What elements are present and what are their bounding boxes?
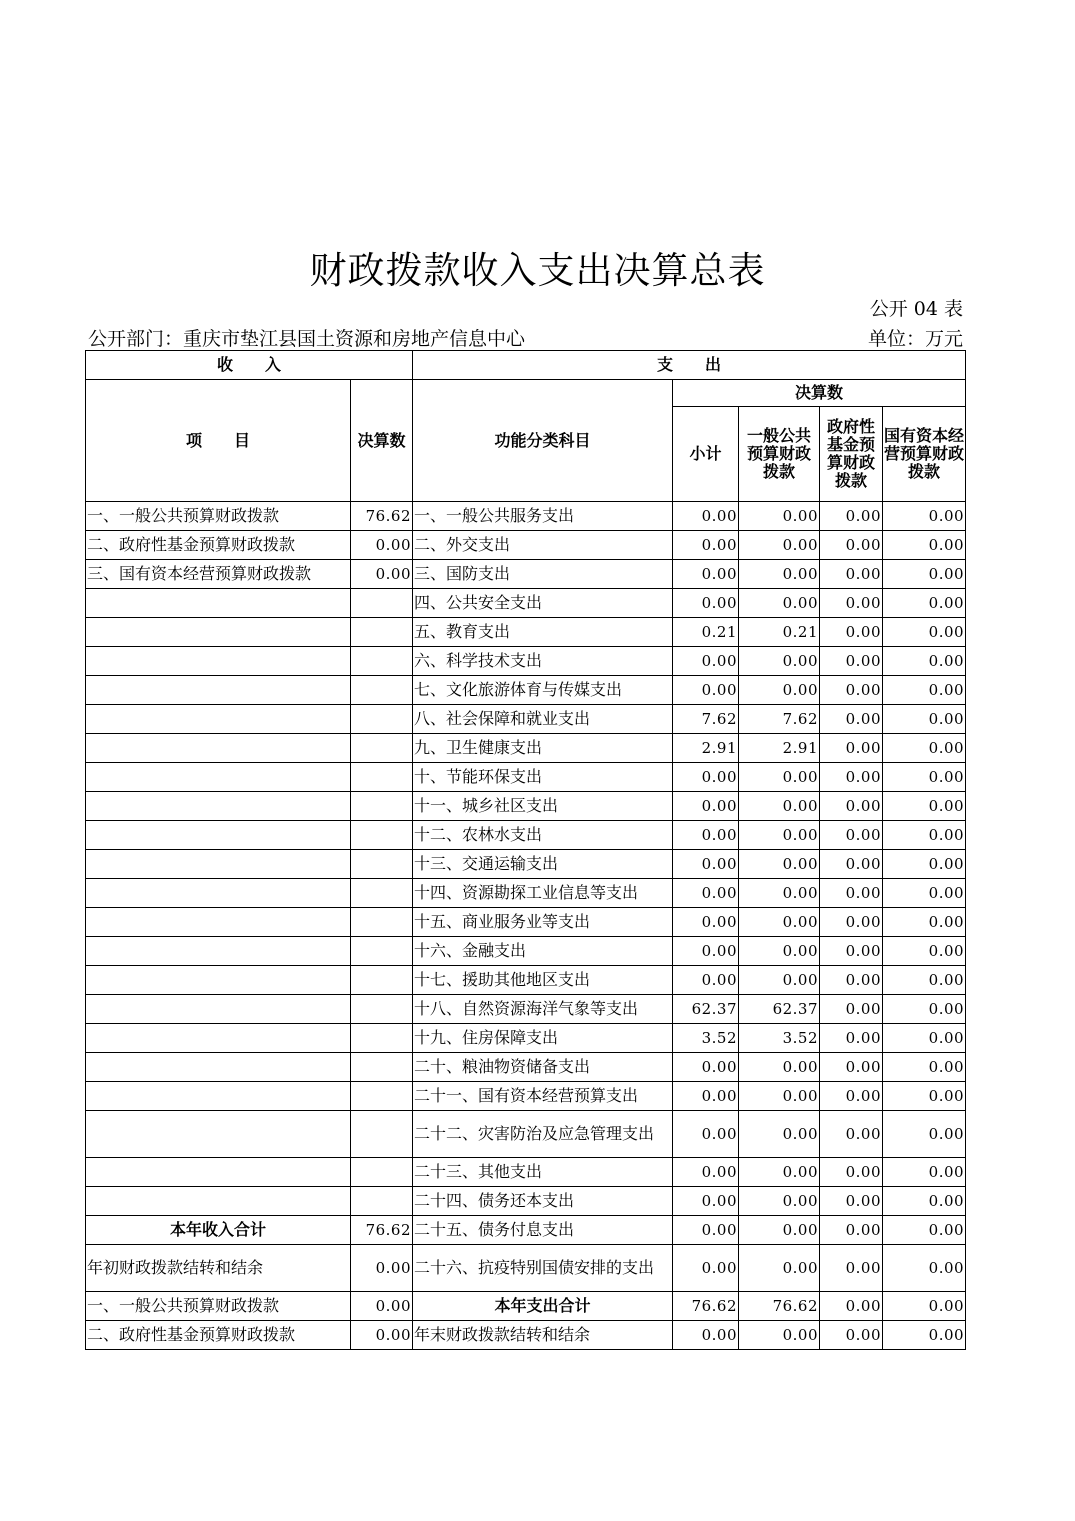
general-budget-cell: 0.00 bbox=[739, 647, 820, 676]
gov-fund-cell: 0.00 bbox=[820, 850, 883, 879]
subtotal-cell: 0.00 bbox=[673, 1245, 739, 1292]
subtotal-cell: 0.00 bbox=[673, 647, 739, 676]
income-amount-cell bbox=[351, 618, 413, 647]
table-row bbox=[86, 792, 966, 821]
gov-fund-cell: 0.00 bbox=[820, 560, 883, 589]
gov-fund-cell: 0.00 bbox=[820, 1292, 883, 1321]
general-budget-cell: 2.91 bbox=[739, 734, 820, 763]
state-capital-cell: 0.00 bbox=[883, 966, 966, 995]
income-amount-cell bbox=[351, 937, 413, 966]
gov-fund-header: 政府性基金预算财政拨款 bbox=[820, 407, 883, 502]
income-amount-cell bbox=[351, 966, 413, 995]
subtotal-cell: 0.00 bbox=[673, 850, 739, 879]
general-budget-cell: 0.00 bbox=[739, 1216, 820, 1245]
table-row bbox=[86, 1082, 966, 1111]
table-row bbox=[86, 1024, 966, 1053]
income-amount-cell bbox=[351, 647, 413, 676]
income-amount-cell: 76.62 bbox=[351, 502, 413, 531]
income-item-cell bbox=[86, 937, 351, 966]
income-item-cell bbox=[86, 705, 351, 734]
subtotal-cell: 0.00 bbox=[673, 908, 739, 937]
income-item-cell bbox=[86, 1024, 351, 1053]
income-amount-cell bbox=[351, 821, 413, 850]
func-category-header: 功能分类科目 bbox=[413, 380, 673, 502]
expense-category-cell: 二十四、债务还本支出 bbox=[413, 1187, 673, 1216]
table-row bbox=[86, 821, 966, 850]
expense-category-cell: 二十、粮油物资储备支出 bbox=[413, 1053, 673, 1082]
income-amount-cell bbox=[351, 1158, 413, 1187]
gov-fund-cell: 0.00 bbox=[820, 1053, 883, 1082]
state-capital-cell: 0.00 bbox=[883, 821, 966, 850]
expense-category-cell: 二十六、抗疫特别国债安排的支出 bbox=[413, 1245, 673, 1292]
general-budget-cell: 0.00 bbox=[739, 1321, 820, 1350]
expense-category-cell: 十四、资源勘探工业信息等支出 bbox=[413, 879, 673, 908]
general-budget-cell: 0.00 bbox=[739, 502, 820, 531]
subtotal-cell: 3.52 bbox=[673, 1024, 739, 1053]
expense-header: 支 出 bbox=[413, 351, 966, 380]
state-capital-cell: 0.00 bbox=[883, 1024, 966, 1053]
state-capital-cell: 0.00 bbox=[883, 1216, 966, 1245]
expense-category-cell: 二十一、国有资本经营预算支出 bbox=[413, 1082, 673, 1111]
table-row bbox=[86, 763, 966, 792]
general-budget-cell: 0.00 bbox=[739, 792, 820, 821]
income-amount-cell bbox=[351, 879, 413, 908]
general-budget-header: 一般公共预算财政拨款 bbox=[739, 407, 820, 502]
state-capital-cell: 0.00 bbox=[883, 763, 966, 792]
gov-fund-cell: 0.00 bbox=[820, 995, 883, 1024]
subtotal-cell: 0.00 bbox=[673, 1216, 739, 1245]
gov-fund-cell: 0.00 bbox=[820, 531, 883, 560]
expense-category-cell: 本年支出合计 bbox=[413, 1292, 673, 1321]
subtotal-cell: 0.00 bbox=[673, 966, 739, 995]
state-capital-cell: 0.00 bbox=[883, 676, 966, 705]
general-budget-cell: 0.00 bbox=[739, 937, 820, 966]
table-row bbox=[86, 1216, 966, 1245]
subtotal-cell: 0.00 bbox=[673, 676, 739, 705]
general-budget-cell: 0.00 bbox=[739, 850, 820, 879]
state-capital-cell: 0.00 bbox=[883, 1082, 966, 1111]
general-budget-cell: 0.00 bbox=[739, 676, 820, 705]
gov-fund-cell: 0.00 bbox=[820, 821, 883, 850]
general-budget-cell: 0.00 bbox=[739, 560, 820, 589]
gov-fund-cell: 0.00 bbox=[820, 589, 883, 618]
table-row bbox=[86, 1321, 966, 1350]
table-row bbox=[86, 908, 966, 937]
expense-category-cell: 十六、金融支出 bbox=[413, 937, 673, 966]
state-capital-cell: 0.00 bbox=[883, 1245, 966, 1292]
income-item-cell bbox=[86, 647, 351, 676]
table-row bbox=[86, 531, 966, 560]
general-budget-cell: 0.00 bbox=[739, 1245, 820, 1292]
state-capital-cell: 0.00 bbox=[883, 995, 966, 1024]
expense-category-cell: 十一、城乡社区支出 bbox=[413, 792, 673, 821]
table-row bbox=[86, 647, 966, 676]
table-row bbox=[86, 618, 966, 647]
expense-category-cell: 二十五、债务付息支出 bbox=[413, 1216, 673, 1245]
gov-fund-cell: 0.00 bbox=[820, 1024, 883, 1053]
expense-category-cell: 三、国防支出 bbox=[413, 560, 673, 589]
general-budget-cell: 62.37 bbox=[739, 995, 820, 1024]
income-amount-cell bbox=[351, 589, 413, 618]
income-amount-cell bbox=[351, 1082, 413, 1111]
subtotal-cell: 0.00 bbox=[673, 792, 739, 821]
subtotal-cell: 0.00 bbox=[673, 879, 739, 908]
general-budget-cell: 0.00 bbox=[739, 908, 820, 937]
income-item-cell: 二、政府性基金预算财政拨款 bbox=[86, 1321, 351, 1350]
subtotal-cell: 0.00 bbox=[673, 531, 739, 560]
table-row bbox=[86, 850, 966, 879]
subtotal-cell: 0.00 bbox=[673, 589, 739, 618]
income-item-cell bbox=[86, 792, 351, 821]
income-item-cell bbox=[86, 966, 351, 995]
table-row bbox=[86, 1111, 966, 1158]
page-title: 财政拨款收入支出决算总表 bbox=[309, 249, 766, 292]
expense-category-cell: 二、外交支出 bbox=[413, 531, 673, 560]
gov-fund-cell: 0.00 bbox=[820, 1082, 883, 1111]
form-number: 公开 04 表 bbox=[869, 298, 963, 320]
table-row bbox=[86, 1158, 966, 1187]
table-row bbox=[86, 1053, 966, 1082]
general-budget-cell: 0.00 bbox=[739, 589, 820, 618]
general-budget-cell: 0.00 bbox=[739, 821, 820, 850]
expense-category-cell: 十二、农林水支出 bbox=[413, 821, 673, 850]
expense-category-cell: 五、教育支出 bbox=[413, 618, 673, 647]
subtotal-cell: 0.00 bbox=[673, 1053, 739, 1082]
department-label: 公开部门：重庆市垫江县国土资源和房地产信息中心 bbox=[88, 328, 526, 350]
subtotal-cell: 62.37 bbox=[673, 995, 739, 1024]
expense-category-cell: 九、卫生健康支出 bbox=[413, 734, 673, 763]
subtotal-cell: 0.00 bbox=[673, 937, 739, 966]
gov-fund-cell: 0.00 bbox=[820, 1216, 883, 1245]
gov-fund-cell: 0.00 bbox=[820, 879, 883, 908]
income-item-cell bbox=[86, 734, 351, 763]
income-amount-cell: 0.00 bbox=[351, 1321, 413, 1350]
state-capital-header: 国有资本经营预算财政拨款 bbox=[883, 407, 966, 502]
general-budget-cell: 0.00 bbox=[739, 1111, 820, 1158]
income-item-cell bbox=[86, 1187, 351, 1216]
state-capital-cell: 0.00 bbox=[883, 879, 966, 908]
general-budget-cell: 0.00 bbox=[739, 1187, 820, 1216]
general-budget-cell: 0.00 bbox=[739, 1053, 820, 1082]
gov-fund-cell: 0.00 bbox=[820, 1245, 883, 1292]
income-amount-cell bbox=[351, 1024, 413, 1053]
income-item-cell bbox=[86, 618, 351, 647]
income-amount-cell bbox=[351, 792, 413, 821]
income-item-cell bbox=[86, 1111, 351, 1158]
income-item-cell bbox=[86, 763, 351, 792]
gov-fund-cell: 0.00 bbox=[820, 1187, 883, 1216]
expense-category-cell: 十八、自然资源海洋气象等支出 bbox=[413, 995, 673, 1024]
income-item-cell bbox=[86, 1082, 351, 1111]
gov-fund-cell: 0.00 bbox=[820, 647, 883, 676]
expense-category-cell: 六、科学技术支出 bbox=[413, 647, 673, 676]
expense-category-cell: 四、公共安全支出 bbox=[413, 589, 673, 618]
expense-category-cell: 年末财政拨款结转和结余 bbox=[413, 1321, 673, 1350]
subtotal-cell: 0.00 bbox=[673, 821, 739, 850]
income-amount-cell bbox=[351, 705, 413, 734]
table-row bbox=[86, 589, 966, 618]
table-row bbox=[86, 1187, 966, 1216]
subtotal-cell: 0.00 bbox=[673, 502, 739, 531]
expense-category-cell: 七、文化旅游体育与传媒支出 bbox=[413, 676, 673, 705]
state-capital-cell: 0.00 bbox=[883, 1158, 966, 1187]
gov-fund-cell: 0.00 bbox=[820, 502, 883, 531]
general-budget-cell: 0.00 bbox=[739, 1082, 820, 1111]
table-row bbox=[86, 937, 966, 966]
income-amount-cell: 0.00 bbox=[351, 1292, 413, 1321]
general-budget-cell: 0.00 bbox=[739, 879, 820, 908]
gov-fund-cell: 0.00 bbox=[820, 734, 883, 763]
expense-category-cell: 二十三、其他支出 bbox=[413, 1158, 673, 1187]
general-budget-cell: 0.00 bbox=[739, 763, 820, 792]
expense-category-cell: 十三、交通运输支出 bbox=[413, 850, 673, 879]
income-amount-cell bbox=[351, 1111, 413, 1158]
state-capital-cell: 0.00 bbox=[883, 1292, 966, 1321]
income-item-cell: 二、政府性基金预算财政拨款 bbox=[86, 531, 351, 560]
amount-header: 决算数 bbox=[351, 380, 413, 502]
subtotal-cell: 0.00 bbox=[673, 1158, 739, 1187]
gov-fund-cell: 0.00 bbox=[820, 705, 883, 734]
income-item-cell: 本年收入合计 bbox=[86, 1216, 351, 1245]
state-capital-cell: 0.00 bbox=[883, 618, 966, 647]
subtotal-cell: 0.00 bbox=[673, 1111, 739, 1158]
subtotal-cell: 76.62 bbox=[673, 1292, 739, 1321]
table-row bbox=[86, 676, 966, 705]
state-capital-cell: 0.00 bbox=[883, 908, 966, 937]
income-amount-cell: 76.62 bbox=[351, 1216, 413, 1245]
income-amount-cell: 0.00 bbox=[351, 560, 413, 589]
general-budget-cell: 0.00 bbox=[739, 966, 820, 995]
table-row bbox=[86, 1245, 966, 1292]
table-row bbox=[86, 734, 966, 763]
income-item-cell: 一、一般公共预算财政拨款 bbox=[86, 502, 351, 531]
income-amount-cell bbox=[351, 908, 413, 937]
expense-category-cell: 十五、商业服务业等支出 bbox=[413, 908, 673, 937]
subtotal-header: 小计 bbox=[673, 407, 739, 502]
income-item-cell bbox=[86, 879, 351, 908]
income-header: 收 入 bbox=[86, 351, 413, 380]
subtotal-cell: 0.00 bbox=[673, 763, 739, 792]
state-capital-cell: 0.00 bbox=[883, 850, 966, 879]
expense-category-cell: 十七、援助其他地区支出 bbox=[413, 966, 673, 995]
subtotal-cell: 0.00 bbox=[673, 560, 739, 589]
state-capital-cell: 0.00 bbox=[883, 937, 966, 966]
state-capital-cell: 0.00 bbox=[883, 1111, 966, 1158]
table-row bbox=[86, 995, 966, 1024]
income-item-cell bbox=[86, 821, 351, 850]
state-capital-cell: 0.00 bbox=[883, 734, 966, 763]
gov-fund-cell: 0.00 bbox=[820, 1158, 883, 1187]
table-row bbox=[86, 560, 966, 589]
income-amount-cell bbox=[351, 676, 413, 705]
state-capital-cell: 0.00 bbox=[883, 1321, 966, 1350]
state-capital-cell: 0.00 bbox=[883, 589, 966, 618]
income-item-cell bbox=[86, 908, 351, 937]
general-budget-cell: 3.52 bbox=[739, 1024, 820, 1053]
income-amount-cell bbox=[351, 763, 413, 792]
table-row bbox=[86, 1292, 966, 1321]
income-item-cell: 年初财政拨款结转和结余 bbox=[86, 1245, 351, 1292]
state-capital-cell: 0.00 bbox=[883, 1187, 966, 1216]
table-row bbox=[86, 879, 966, 908]
income-amount-cell: 0.00 bbox=[351, 531, 413, 560]
state-capital-cell: 0.00 bbox=[883, 647, 966, 676]
income-item-cell: 一、一般公共预算财政拨款 bbox=[86, 1292, 351, 1321]
income-item-cell bbox=[86, 1053, 351, 1082]
income-amount-cell: 0.00 bbox=[351, 1245, 413, 1292]
gov-fund-cell: 0.00 bbox=[820, 1111, 883, 1158]
expense-category-cell: 八、社会保障和就业支出 bbox=[413, 705, 673, 734]
gov-fund-cell: 0.00 bbox=[820, 792, 883, 821]
final-amount-header: 决算数 bbox=[673, 380, 966, 407]
table-row bbox=[86, 705, 966, 734]
income-amount-cell bbox=[351, 850, 413, 879]
state-capital-cell: 0.00 bbox=[883, 560, 966, 589]
table-row bbox=[86, 502, 966, 531]
subtotal-cell: 0.00 bbox=[673, 1082, 739, 1111]
gov-fund-cell: 0.00 bbox=[820, 763, 883, 792]
income-item-cell bbox=[86, 589, 351, 618]
item-header: 项 目 bbox=[86, 380, 351, 502]
income-amount-cell bbox=[351, 734, 413, 763]
subtotal-cell: 0.21 bbox=[673, 618, 739, 647]
table-row bbox=[86, 966, 966, 995]
subtotal-cell: 7.62 bbox=[673, 705, 739, 734]
state-capital-cell: 0.00 bbox=[883, 705, 966, 734]
state-capital-cell: 0.00 bbox=[883, 502, 966, 531]
gov-fund-cell: 0.00 bbox=[820, 676, 883, 705]
expense-category-cell: 十九、住房保障支出 bbox=[413, 1024, 673, 1053]
income-item-cell bbox=[86, 1158, 351, 1187]
expense-category-cell: 二十二、灾害防治及应急管理支出 bbox=[413, 1111, 673, 1158]
general-budget-cell: 0.00 bbox=[739, 531, 820, 560]
subtotal-cell: 2.91 bbox=[673, 734, 739, 763]
gov-fund-cell: 0.00 bbox=[820, 908, 883, 937]
expense-category-cell: 十、节能环保支出 bbox=[413, 763, 673, 792]
general-budget-cell: 76.62 bbox=[739, 1292, 820, 1321]
income-item-cell: 三、国有资本经营预算财政拨款 bbox=[86, 560, 351, 589]
subtotal-cell: 0.00 bbox=[673, 1321, 739, 1350]
unit-label: 单位：万元 bbox=[867, 328, 963, 350]
state-capital-cell: 0.00 bbox=[883, 531, 966, 560]
income-amount-cell bbox=[351, 1187, 413, 1216]
general-budget-cell: 0.21 bbox=[739, 618, 820, 647]
finance-table bbox=[85, 350, 966, 1350]
gov-fund-cell: 0.00 bbox=[820, 937, 883, 966]
general-budget-cell: 0.00 bbox=[739, 1158, 820, 1187]
income-amount-cell bbox=[351, 995, 413, 1024]
expense-category-cell: 一、一般公共服务支出 bbox=[413, 502, 673, 531]
gov-fund-cell: 0.00 bbox=[820, 1321, 883, 1350]
gov-fund-cell: 0.00 bbox=[820, 966, 883, 995]
income-amount-cell bbox=[351, 1053, 413, 1082]
income-item-cell bbox=[86, 850, 351, 879]
general-budget-cell: 7.62 bbox=[739, 705, 820, 734]
state-capital-cell: 0.00 bbox=[883, 792, 966, 821]
income-item-cell bbox=[86, 995, 351, 1024]
state-capital-cell: 0.00 bbox=[883, 1053, 966, 1082]
income-item-cell bbox=[86, 676, 351, 705]
gov-fund-cell: 0.00 bbox=[820, 618, 883, 647]
subtotal-cell: 0.00 bbox=[673, 1187, 739, 1216]
